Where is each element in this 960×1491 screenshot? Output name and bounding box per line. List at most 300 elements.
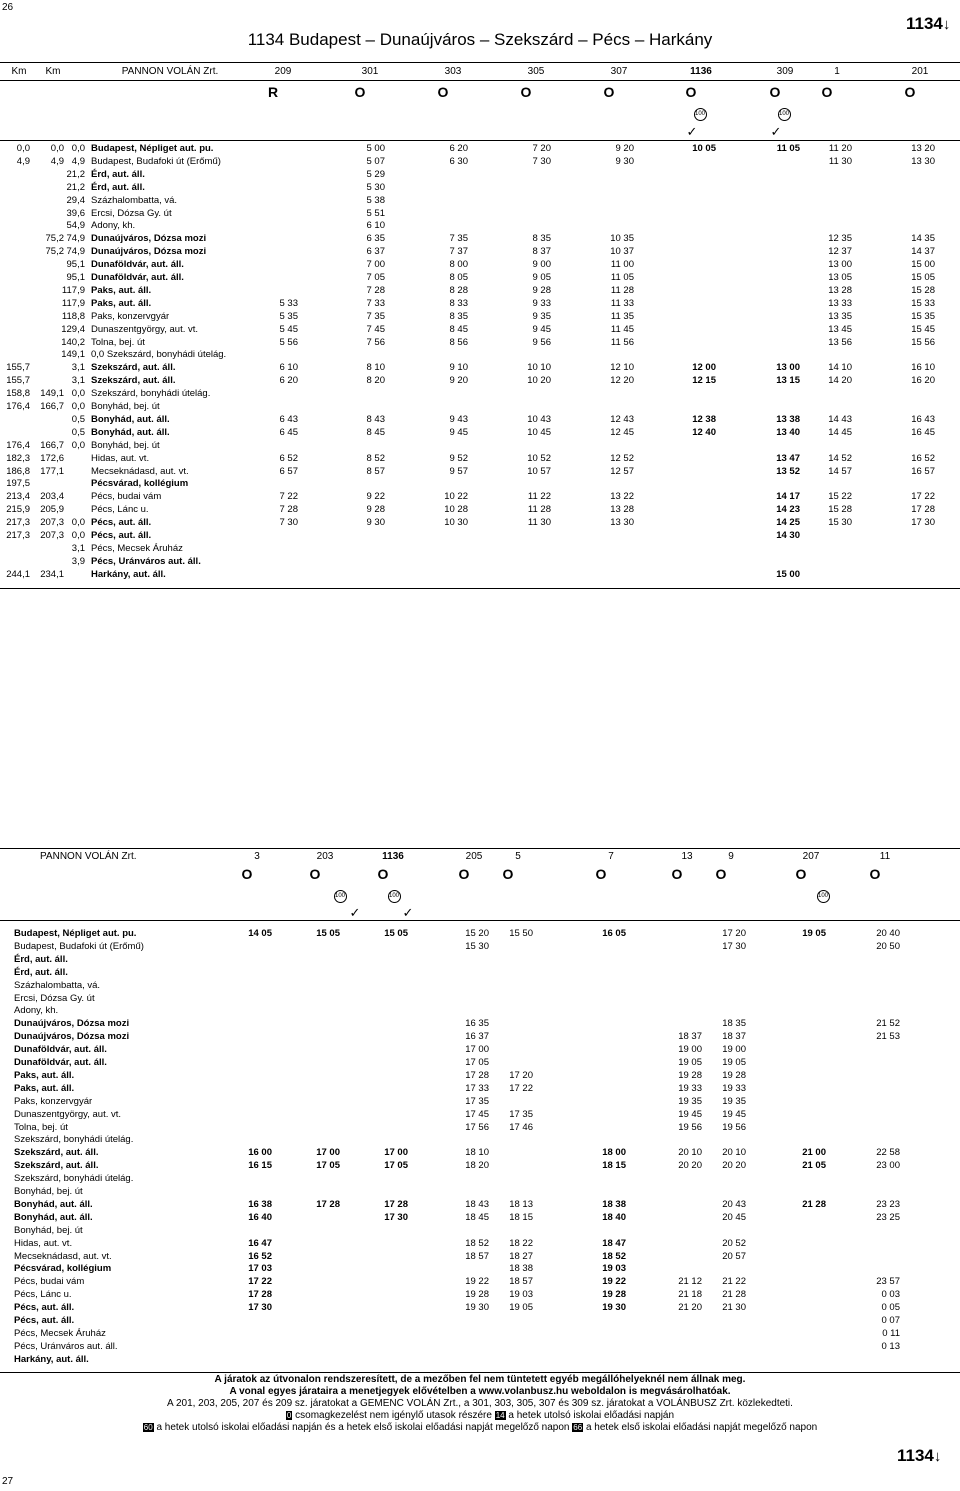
departure-time: 6 10 [366, 220, 385, 232]
station-row [0, 491, 960, 503]
wifi-icon: ✓ [349, 905, 361, 920]
departure-time: 13 30 [610, 517, 634, 529]
departure-time: 13 28 [828, 284, 852, 296]
train-number: 301 [361, 66, 379, 77]
departure-time: 8 56 [449, 336, 468, 348]
seat-reservation-icon: 100 [330, 889, 350, 903]
departure-time: 17 30 [722, 940, 746, 952]
train-number: 1136 [690, 66, 712, 77]
departure-time: 9 35 [532, 310, 551, 322]
km-value: 21,2 [66, 168, 85, 180]
service-mark: O [241, 866, 253, 882]
departure-time: 7 20 [532, 143, 551, 154]
km-value: 0,5 [71, 413, 85, 425]
station-row [0, 388, 960, 400]
departure-time: 21 28 [802, 1198, 826, 1210]
departure-time: 8 35 [532, 233, 551, 245]
station-row [0, 337, 960, 349]
departure-time: 19 33 [722, 1082, 746, 1094]
departure-time: 12 43 [610, 413, 634, 425]
departure-time: 18 15 [509, 1211, 533, 1223]
departure-time: 21 00 [802, 1147, 826, 1159]
departure-time: 11 22 [527, 491, 551, 503]
departure-time: 6 37 [366, 246, 385, 258]
station-row [0, 543, 960, 555]
departure-time: 9 30 [615, 155, 634, 167]
departure-time: 23 00 [876, 1160, 900, 1172]
train-number: 3 [254, 851, 260, 862]
departure-time: 0 05 [881, 1302, 900, 1314]
note-operators: A 201, 203, 205, 207 és 209 sz. járatokat a GEMENC VOLÁN Zrt., a 301, 303, 305, 307 és 309 sz. járatokat a VOLÁNBUSZ Zrt. közlekedteti. [167, 1398, 793, 1409]
station-row [0, 169, 960, 181]
departure-time: 14 30 [776, 530, 800, 541]
departure-time: 13 00 [828, 259, 852, 271]
departure-time: 17 28 [911, 504, 935, 516]
km-value: 0,0 [50, 143, 64, 154]
departure-time: 23 25 [876, 1211, 900, 1223]
station-name: Adony, kh. [91, 220, 136, 232]
station-row [0, 1018, 960, 1030]
departure-time: 17 56 [465, 1121, 489, 1133]
service-mark: O [309, 866, 321, 882]
departure-time: 7 30 [532, 155, 551, 167]
service-mark: O [671, 866, 683, 882]
station-name: Pécs, budai vám [14, 1276, 85, 1288]
departure-time: 16 52 [911, 452, 935, 464]
station-name: Dunaföldvár, aut. áll. [14, 1057, 107, 1068]
departure-time: 23 23 [876, 1198, 900, 1210]
departure-time: 19 03 [509, 1289, 533, 1301]
departure-time: 15 56 [911, 336, 935, 348]
departure-time: 7 22 [279, 491, 298, 503]
departure-time: 13 15 [776, 375, 800, 387]
departure-time: 17 30 [911, 517, 935, 529]
station-name: Szekszárd, aut. áll. [14, 1160, 99, 1172]
km-value: 0,0 [71, 439, 85, 451]
departure-time: 5 56 [279, 336, 298, 348]
departure-time: 9 45 [532, 323, 551, 335]
departure-time: 17 35 [509, 1108, 533, 1120]
train-number: 11 [879, 851, 891, 862]
departure-time: 9 20 [449, 375, 468, 387]
station-name: Dunaszentgyörgy, aut. vt. [91, 323, 199, 335]
departure-time: 9 33 [532, 297, 551, 309]
station-row [0, 1225, 960, 1237]
station-row [0, 1263, 960, 1275]
departure-time: 5 33 [279, 297, 298, 309]
service-mark: O [502, 866, 514, 882]
station-row [0, 375, 960, 387]
km-value: 215,9 [6, 504, 30, 516]
service-mark: O [869, 866, 881, 882]
departure-time: 5 35 [279, 310, 298, 322]
km-value: 0,5 [71, 426, 85, 438]
departure-time: 13 40 [776, 426, 800, 438]
station-name: Harkány, aut. áll. [91, 568, 166, 580]
seat-reservation-icon: 100 [384, 889, 404, 903]
departure-time: 18 38 [602, 1198, 626, 1210]
departure-time: 15 33 [911, 297, 935, 309]
departure-time: 11 00 [610, 259, 634, 271]
station-row [0, 1315, 960, 1327]
departure-time: 13 52 [776, 465, 800, 477]
departure-time: 9 22 [366, 491, 385, 503]
train-number: 307 [610, 66, 628, 77]
departure-time: 11 28 [610, 284, 634, 296]
departure-time: 17 20 [722, 928, 746, 939]
departure-time: 21 18 [678, 1289, 702, 1301]
departure-time: 20 43 [722, 1198, 746, 1210]
departure-time: 5 00 [366, 143, 385, 154]
departure-time: 7 45 [366, 323, 385, 335]
station-name: Tolna, bej. út [91, 336, 145, 348]
km-value: 29,4 [66, 194, 85, 206]
last-school-day-mark: 14 [495, 1411, 505, 1420]
km-value: 3,1 [71, 375, 85, 387]
departure-time: 7 05 [366, 272, 385, 283]
station-name: Ercsi, Dózsa Gy. út [91, 207, 172, 219]
departure-time: 18 45 [465, 1211, 489, 1223]
station-row [0, 504, 960, 516]
departure-time: 19 00 [722, 1044, 746, 1056]
station-name: Budapest, Népliget aut. pu. [91, 143, 214, 154]
station-name: Pécsvárad, kollégium [91, 478, 189, 490]
departure-time: 14 05 [248, 928, 272, 939]
service-mark: O [769, 84, 781, 100]
departure-time: 13 20 [911, 143, 935, 154]
departure-time: 9 00 [532, 259, 551, 271]
school-day-mark-60: 60 [143, 1423, 153, 1432]
km-value: 3,1 [71, 542, 85, 554]
station-name: Dunaszentgyörgy, aut. vt. [14, 1108, 122, 1120]
station-row [0, 440, 960, 452]
station-name: Pécs, Uránváros aut. áll. [14, 1340, 118, 1352]
station-name: Pécs, aut. áll. [14, 1302, 75, 1314]
departure-time: 5 38 [366, 194, 385, 206]
departure-time: 9 20 [615, 143, 634, 154]
km-value: 166,7 [40, 401, 64, 412]
departure-time: 0 13 [881, 1340, 900, 1352]
departure-time: 12 57 [610, 465, 634, 477]
station-row [0, 362, 960, 374]
departure-time: 6 45 [279, 426, 298, 438]
departure-time: 17 22 [911, 491, 935, 503]
departure-time: 19 05 [678, 1057, 702, 1068]
departure-time: 8 52 [366, 452, 385, 464]
departure-time: 20 50 [876, 940, 900, 952]
station-name: Paks, aut. áll. [91, 297, 152, 309]
departure-time: 17 22 [248, 1276, 272, 1288]
service-mark: O [795, 866, 807, 882]
departure-time: 17 28 [248, 1289, 272, 1301]
departure-time: 5 45 [279, 323, 298, 335]
km-value: 3,1 [71, 362, 85, 374]
departure-time: 14 45 [828, 426, 852, 438]
train-number: 1 [834, 66, 840, 77]
service-mark: O [354, 84, 366, 100]
station-row [0, 1109, 960, 1121]
station-row [0, 1005, 960, 1017]
departure-time: 18 52 [602, 1250, 626, 1262]
departure-time: 13 33 [828, 297, 852, 309]
station-name: Harkány, aut. áll. [14, 1353, 89, 1365]
station-row [0, 967, 960, 979]
departure-time: 9 45 [449, 426, 468, 438]
departure-time: 15 30 [465, 940, 489, 952]
km-value: 186,8 [6, 465, 30, 477]
departure-time: 5 29 [366, 168, 385, 180]
station-name: Dunaföldvár, aut. áll. [91, 259, 184, 271]
km-value: 129,4 [61, 323, 85, 335]
departure-time: 15 05 [911, 272, 935, 283]
departure-time: 14 23 [776, 504, 800, 516]
train-number: 1136 [382, 851, 404, 862]
km-value: 176,4 [6, 401, 30, 412]
station-row [0, 246, 960, 258]
km-value: 207,3 [40, 530, 64, 541]
luggage-mark: 0 [286, 1411, 292, 1420]
station-name: Bonyhád, aut. áll. [91, 426, 170, 438]
departure-time: 8 57 [366, 465, 385, 477]
departure-time: 19 45 [722, 1108, 746, 1120]
departure-time: 13 00 [776, 362, 800, 374]
station-row [0, 1238, 960, 1250]
departure-time: 18 52 [465, 1237, 489, 1249]
km-value: 117,9 [61, 297, 85, 309]
departure-time: 20 45 [722, 1211, 746, 1223]
station-row [0, 466, 960, 478]
departure-time: 7 35 [449, 233, 468, 245]
departure-time: 17 05 [384, 1160, 408, 1172]
departure-time: 15 28 [828, 504, 852, 516]
departure-time: 17 30 [248, 1302, 272, 1314]
departure-time: 11 30 [828, 155, 852, 167]
departure-time: 5 51 [366, 207, 385, 219]
departure-time: 10 35 [610, 233, 634, 245]
departure-time: 19 05 [802, 928, 826, 939]
station-name: Bonyhád, aut. áll. [91, 413, 170, 425]
km-value: 205,9 [40, 504, 64, 516]
station-name: Pécs, aut. áll. [91, 517, 152, 529]
departure-time: 22 58 [876, 1147, 900, 1159]
departure-time: 13 38 [776, 413, 800, 425]
train-number: 305 [527, 66, 545, 77]
departure-time: 13 35 [828, 310, 852, 322]
km-value: 149,1 [40, 388, 64, 400]
station-row [0, 311, 960, 323]
departure-time: 11 05 [610, 272, 634, 283]
station-name: Pécs, budai vám [91, 491, 162, 503]
station-row [0, 1122, 960, 1134]
departure-time: 9 28 [532, 284, 551, 296]
departure-time: 21 53 [876, 1031, 900, 1043]
departure-time: 10 28 [444, 504, 468, 516]
station-row [0, 195, 960, 207]
departure-time: 16 05 [602, 928, 626, 939]
departure-time: 6 20 [279, 375, 298, 387]
km-value: 74,9 [66, 233, 85, 245]
departure-time: 10 30 [444, 517, 468, 529]
station-name: Mecseknádasd, aut. vt. [14, 1250, 112, 1262]
departure-time: 17 22 [509, 1082, 533, 1094]
operator-name-bottom: PANNON VOLÁN Zrt. [40, 851, 137, 862]
departure-time: 18 43 [465, 1198, 489, 1210]
departure-time: 5 30 [366, 181, 385, 193]
km-value: 0,0 [71, 388, 85, 400]
station-name: Dunaújváros, Dózsa mozi [91, 246, 207, 258]
station-row [0, 414, 960, 426]
departure-time: 10 10 [527, 362, 551, 374]
departure-time: 16 37 [465, 1031, 489, 1043]
departure-time: 14 25 [776, 517, 800, 529]
departure-time: 6 20 [449, 143, 468, 154]
departure-time: 15 05 [316, 928, 340, 939]
km-value: 140,2 [61, 336, 85, 348]
departure-time: 21 05 [802, 1160, 826, 1172]
page-title: 1134 Budapest – Dunaújváros – Szekszárd – Pécs – Harkány [247, 30, 713, 49]
station-row [0, 182, 960, 194]
departure-time: 20 20 [722, 1160, 746, 1172]
station-row [0, 1289, 960, 1301]
km-value: 203,4 [40, 491, 64, 503]
station-row [0, 220, 960, 232]
departure-time: 18 27 [509, 1250, 533, 1262]
page-number-top: 26 [2, 2, 14, 13]
departure-time: 17 28 [316, 1198, 340, 1210]
departure-time: 19 45 [678, 1108, 702, 1120]
departure-time: 16 38 [248, 1198, 272, 1210]
station-name: Szekszárd, aut. áll. [91, 375, 176, 387]
km-value: 177,1 [40, 465, 64, 477]
km-value: 207,3 [40, 517, 64, 529]
station-name: Pécs, Lánc u. [14, 1289, 72, 1301]
departure-time: 15 22 [828, 491, 852, 503]
km-header: Km [11, 66, 27, 77]
departure-time: 9 43 [449, 413, 468, 425]
departure-time: 19 05 [722, 1057, 746, 1068]
note-school-days: 60 a hetek utolsó iskolai előadási napján és a hetek első iskolai előadási napját megelőző napon 66 a hetek első iskolai előadási napját megelőző napon [143, 1422, 818, 1433]
departure-time: 9 30 [366, 517, 385, 529]
service-mark: O [715, 866, 727, 882]
departure-time: 14 17 [776, 491, 800, 503]
service-mark: O [458, 866, 470, 882]
departure-time: 10 57 [527, 465, 551, 477]
departure-time: 15 00 [911, 259, 935, 271]
seat-reservation-icon: 100 [813, 889, 833, 903]
departure-time: 8 20 [366, 375, 385, 387]
departure-time: 19 35 [722, 1095, 746, 1107]
departure-time: 9 56 [532, 336, 551, 348]
wifi-icon: ✓ [402, 905, 414, 920]
station-name: Pécsvárad, kollégium [14, 1263, 112, 1275]
km-value: 39,6 [66, 207, 85, 219]
departure-time: 15 30 [828, 517, 852, 529]
departure-time: 20 10 [722, 1147, 746, 1159]
departure-time: 19 56 [678, 1121, 702, 1133]
station-row [0, 208, 960, 220]
train-number: 203 [316, 851, 334, 862]
departure-time: 17 00 [316, 1147, 340, 1159]
train-number: 309 [776, 66, 794, 77]
station-row [0, 1302, 960, 1314]
operator-name: PANNON VOLÁN Zrt. [121, 66, 219, 77]
departure-time: 16 35 [465, 1018, 489, 1030]
departure-time: 15 45 [911, 323, 935, 335]
train-number: 207 [802, 851, 820, 862]
station-name: Pécs, Mecsek Áruház [91, 542, 183, 554]
departure-time: 18 40 [602, 1211, 626, 1223]
departure-time: 18 15 [602, 1160, 626, 1172]
departure-time: 8 45 [366, 426, 385, 438]
departure-time: 17 46 [509, 1121, 533, 1133]
departure-time: 20 40 [876, 928, 900, 939]
departure-time: 10 52 [527, 452, 551, 464]
station-row [0, 1354, 960, 1366]
station-row [0, 401, 960, 413]
departure-time: 6 30 [449, 155, 468, 167]
departure-time: 10 43 [527, 413, 551, 425]
line-number-top: 1134↓ [906, 14, 951, 33]
station-name: Dunaújváros, Dózsa mozi [14, 1018, 130, 1030]
departure-time: 19 33 [678, 1082, 702, 1094]
departure-time: 10 45 [527, 426, 551, 438]
station-name: Százhalombatta, vá. [14, 979, 101, 991]
station-name: Ercsi, Dózsa Gy. út [14, 992, 95, 1004]
departure-time: 9 52 [449, 452, 468, 464]
departure-time: 12 20 [610, 375, 634, 387]
station-row [0, 954, 960, 966]
station-row [0, 1212, 960, 1224]
service-mark: O [377, 866, 389, 882]
wifi-icon: ✓ [770, 124, 782, 139]
departure-time: 21 22 [722, 1276, 746, 1288]
km-value: 21,2 [66, 181, 85, 193]
departure-time: 17 28 [384, 1198, 408, 1210]
km-value: 54,9 [66, 220, 85, 232]
departure-time: 13 28 [610, 504, 634, 516]
service-mark: O [595, 866, 607, 882]
departure-time: 18 57 [465, 1250, 489, 1262]
station-name: Paks, aut. áll. [14, 1069, 75, 1081]
service-mark: O [603, 84, 615, 100]
wifi-icon: ✓ [686, 124, 698, 139]
station-row [0, 1070, 960, 1082]
departure-time: 12 10 [610, 362, 634, 374]
km-value: 4,9 [50, 155, 64, 167]
departure-time: 11 30 [527, 517, 551, 529]
departure-time: 7 37 [449, 246, 468, 258]
departure-time: 7 28 [279, 504, 298, 516]
km-value: 217,3 [6, 530, 30, 541]
departure-time: 8 05 [449, 272, 468, 283]
departure-time: 15 50 [509, 928, 533, 939]
station-name: Pécs, aut. áll. [14, 1315, 75, 1326]
km-value: 197,5 [6, 478, 30, 490]
km-value: 0,0 [71, 401, 85, 412]
note-presale: A vonal egyes járataira a menetjegyek elővételben a www.volanbusz.hu weboldalon is megvásárolhatóak. [229, 1386, 731, 1397]
train-number: 5 [515, 851, 521, 862]
station-name: Pécs, aut. áll. [91, 530, 152, 541]
station-name: Bonyhád, bej. út [91, 401, 160, 412]
departure-time: 8 00 [449, 259, 468, 271]
km-value: 117,9 [61, 284, 85, 296]
departure-time: 19 30 [465, 1302, 489, 1314]
station-row [0, 1134, 960, 1146]
departure-time: 17 05 [465, 1057, 489, 1068]
departure-time: 13 45 [828, 323, 852, 335]
departure-time: 13 05 [828, 272, 852, 283]
station-name: Paks, konzervgyár [14, 1095, 93, 1107]
